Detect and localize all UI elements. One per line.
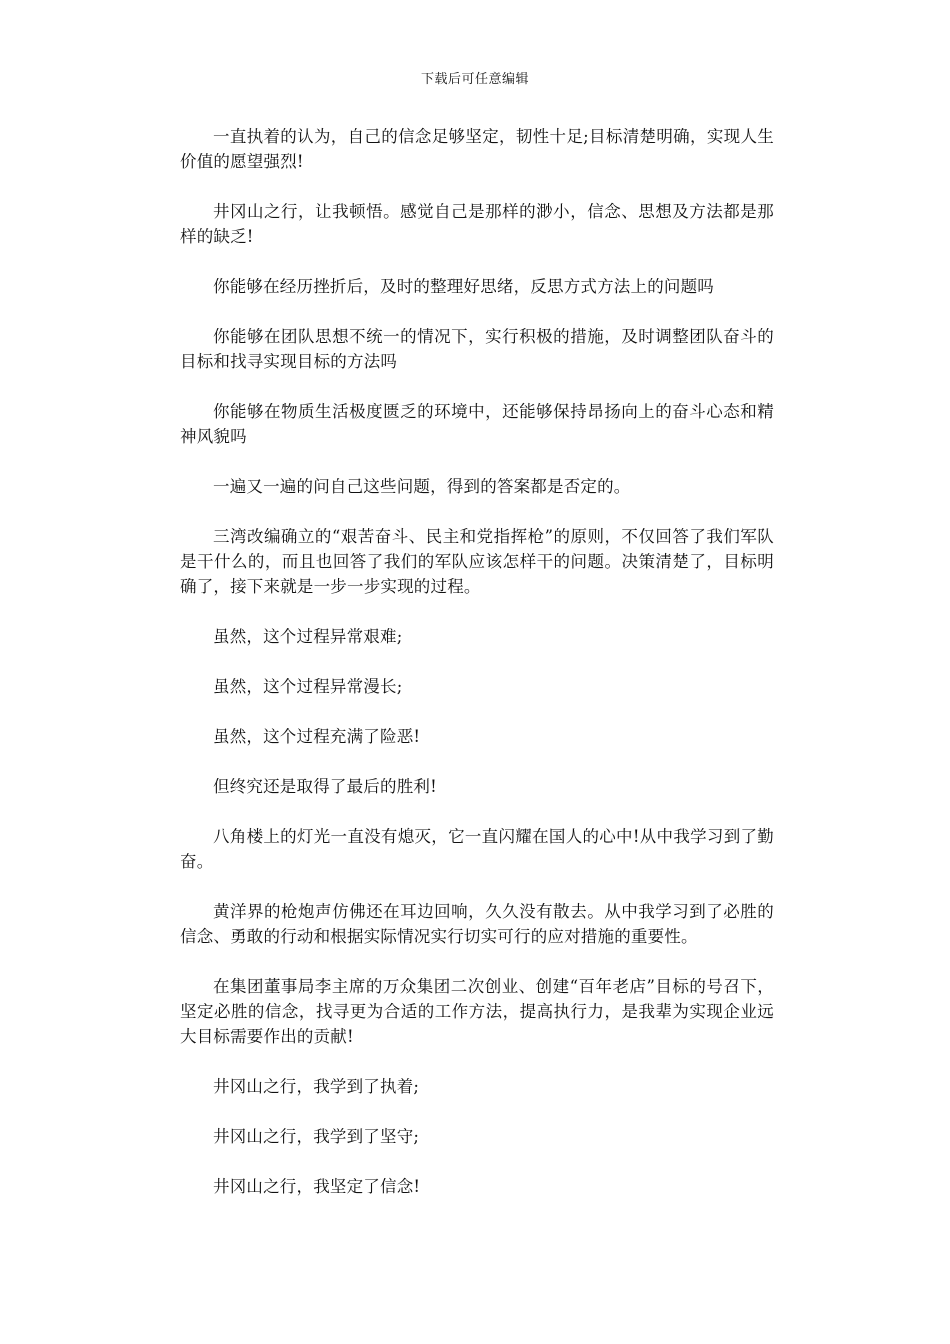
- paragraph: 虽然，这个过程异常艰难;: [213, 627, 403, 646]
- paragraph: 你能够在团队思想不统一的情况下，实行积极的措施，及时调整团队奋斗的目标和找寻实现目标的方法吗: [180, 327, 774, 371]
- paragraph: 一直执着的认为，自己的信念足够坚定，韧性十足;目标清楚明确，实现人生价值的愿望强烈!: [180, 127, 774, 171]
- paragraph: 在集团董事局李主席的万众集团二次创业、创建“百年老店”目标的号召下，坚定必胜的信念，找寻更为合适的工作方法，提高执行力，是我辈为实现企业远大目标需要作出的贡献!: [180, 977, 774, 1046]
- paragraph: 但终究还是取得了最后的胜利!: [213, 777, 437, 796]
- paragraph: 井冈山之行，我学到了坚守;: [213, 1127, 420, 1146]
- paragraph: 你能够在经历挫折后，及时的整理好思绪，反思方式方法上的问题吗: [213, 277, 714, 296]
- paragraph: 八角楼上的灯光一直没有熄灭，它一直闪耀在国人的心中!从中我学习到了勤奋。: [180, 827, 774, 871]
- document-body: [180, 124, 774, 1224]
- page-header: 下载后可任意编辑: [420, 72, 529, 87]
- paragraph: 你能够在物质生活极度匮乏的环境中，还能够保持昂扬向上的奋斗心态和精神风貌吗: [180, 402, 774, 446]
- paragraph: 井冈山之行，让我顿悟。感觉自己是那样的渺小，信念、思想及方法都是那样的缺乏!: [180, 202, 774, 246]
- paragraph: 一遍又一遍的问自己这些问题，得到的答案都是否定的。: [213, 477, 631, 496]
- paragraph: 井冈山之行，我坚定了信念!: [213, 1177, 421, 1196]
- paragraph: 三湾改编确立的“艰苦奋斗、民主和党指挥枪”的原则，不仅回答了我们军队是干什么的，而且也回答了我们的军队应该怎样干的问题。决策清楚了，目标明确了，接下来就是一步一步实现的过程。: [180, 527, 774, 596]
- paragraph: 井冈山之行，我学到了执着;: [213, 1077, 420, 1096]
- paragraph: 虽然，这个过程充满了险恶!: [213, 727, 421, 746]
- paragraph: 黄洋界的枪炮声仿佛还在耳边回响，久久没有散去。从中我学习到了必胜的信念、勇敢的行动和根据实际情况实行切实可行的应对措施的重要性。: [180, 902, 774, 946]
- paragraph: 虽然，这个过程异常漫长;: [213, 677, 403, 696]
